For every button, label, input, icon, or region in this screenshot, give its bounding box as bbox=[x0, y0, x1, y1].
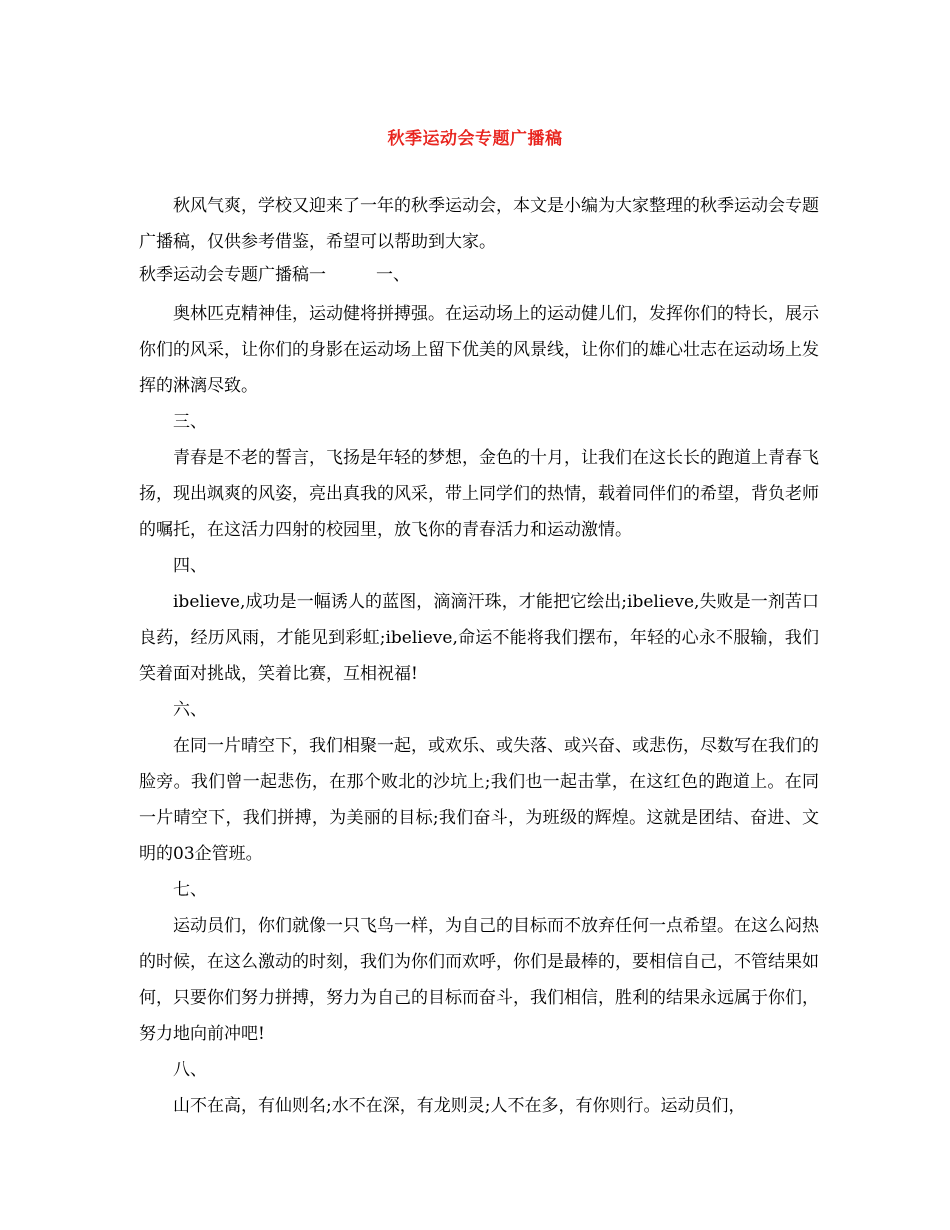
section-4-heading: 六、 bbox=[173, 700, 207, 720]
intro-paragraph: 秋风气爽，学校又迎来了一年的秋季运动会，本文是小编为大家整理的秋季运动会专题广播稿，仅供参考借鉴，希望可以帮助到大家。 bbox=[139, 196, 819, 252]
section-2-heading: 三、 bbox=[173, 412, 207, 432]
document-body bbox=[139, 188, 819, 1124]
section-6-text: 山不在高，有仙则名;水不在深，有龙则灵;人不在多，有你则行。运动员们， bbox=[173, 1096, 746, 1116]
section-1-text: 奥林匹克精神佳，运动健将拼搏强。在运动场上的运动健儿们，发挥你们的特长，展示你们的风采，让你们的身影在运动场上留下优美的风景线，让你们的雄心壮志在运动场上发挥的淋漓尽致。 bbox=[139, 304, 819, 396]
section-5-heading: 七、 bbox=[173, 880, 207, 900]
subtitle-number: 一、 bbox=[376, 265, 410, 285]
section-3-text: ibelieve,成功是一幅诱人的蓝图，滴滴汗珠，才能把它绘出;ibelieve,失败是一剂苦口良药，经历风雨，才能见到彩虹;ibelieve,命运不能将我们摆布，年轻的心永不服输，我们笑着面对挑战，笑着比赛，互相祝福! bbox=[139, 592, 819, 684]
section-5-text: 运动员们，你们就像一只飞鸟一样，为自己的目标而不放弃任何一点希望。在这么闷热的时候，在这么激动的时刻，我们为你们而欢呼，你们是最棒的，要相信自己，不管结果如何，只要你们努力拼搏，努力为自己的目标而奋斗，我们相信，胜利的结果永远属于你们，努力地向前冲吧! bbox=[139, 916, 819, 1044]
section-2-text: 青春是不老的誓言，飞扬是年轻的梦想，金色的十月，让我们在这长长的跑道上青春飞扬，现出飒爽的风姿，亮出真我的风采，带上同学们的热情，载着同伴们的希望，背负老师的嘱托，在这活力四射的校园里，放飞你的青春活力和运动激情。 bbox=[139, 448, 819, 540]
section-4-text: 在同一片晴空下，我们相聚一起，或欢乐、或失落、或兴奋、或悲伤，尽数写在我们的脸旁。我们曾一起悲伤，在那个败北的沙坑上;我们也一起击掌，在这红色的跑道上。在同一片晴空下，我们拼搏，为美丽的目标;我们奋斗，为班级的辉煌。这就是团结、奋进、文明的03企管班。 bbox=[139, 736, 819, 864]
subtitle-line bbox=[139, 260, 819, 290]
section-6-heading: 八、 bbox=[173, 1060, 207, 1080]
section-3-heading: 四、 bbox=[173, 556, 207, 576]
document-title: 秋季运动会专题广播稿 bbox=[387, 129, 563, 149]
subtitle-text: 秋季运动会专题广播稿一 bbox=[139, 265, 326, 285]
